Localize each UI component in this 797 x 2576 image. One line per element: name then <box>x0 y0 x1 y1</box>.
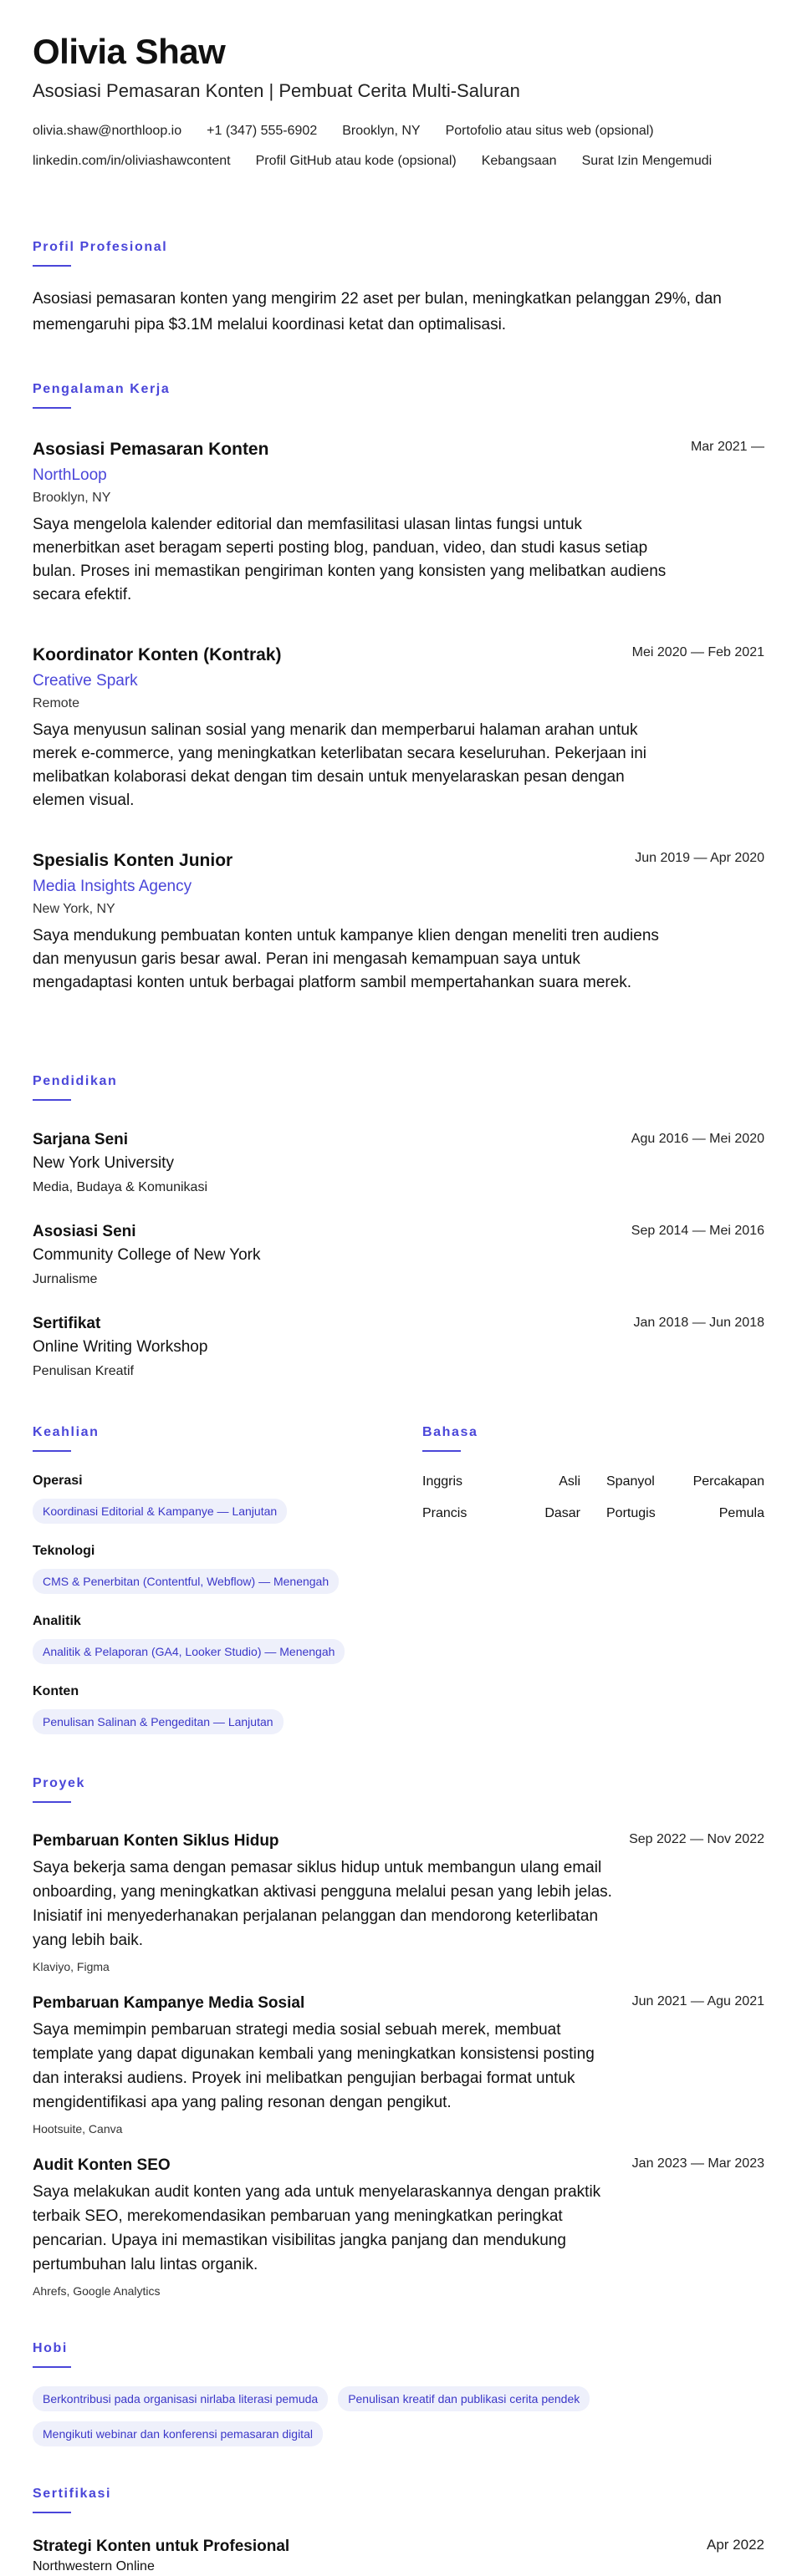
hobby-list <box>33 2386 764 2456</box>
job-company: Creative Spark <box>33 672 138 690</box>
section-title-skills: Keahlian <box>33 1425 100 1439</box>
experience-section <box>33 381 764 409</box>
certification-entry <box>33 2536 764 2576</box>
contact-location: Brooklyn, NY <box>342 124 421 138</box>
education-date: Agu 2016 — Mei 2020 <box>631 1132 764 1146</box>
job-location: New York, NY <box>33 902 115 916</box>
job-description: Saya mengelola kalender editorial dan memfasilitasi ulasan lintas fungsi untuk menerbitkan aset beragam seperti posting blog, panduan, video, dan studi kasus setiap bulan. Proses ini memastikan pengiriman konten yang konsisten yang melibatkan audiens secara efektif. <box>33 516 667 603</box>
education-date: Jan 2018 — Jun 2018 <box>633 1316 764 1330</box>
skill-group-name: Konten <box>33 1684 79 1698</box>
project-tools: Klaviyo, Figma <box>33 1960 110 1973</box>
hobby-pill: Berkontribusi pada organisasi nirlaba literasi pemuda <box>33 2386 328 2411</box>
language-level: Pemula <box>718 1506 764 1520</box>
contact-drivers-license: Surat Izin Mengemudi <box>581 154 713 168</box>
section-divider <box>422 1450 461 1452</box>
job-title: Asosiasi Pemasaran Konten <box>33 440 269 459</box>
education-degree: Sertifikat <box>33 1315 101 1332</box>
project-date: Sep 2022 — Nov 2022 <box>629 1832 764 1846</box>
candidate-headline: Asosiasi Pemasaran Konten | Pembuat Cerita Multi-Saluran <box>33 80 520 101</box>
education-school: New York University <box>33 1154 174 1172</box>
job-description: Saya menyusun salinan sosial yang menarik dan memperbarui halaman arahan untuk merek e-commerce, yang meningkatkan keterlibatan secara keseluruhan. Pekerjaan ini melibatkan kolaborasi dekat dengan tim desain untuk menyelaraskan pesan dengan elemen visual. <box>33 721 646 809</box>
education-degree: Asosiasi Seni <box>33 1223 136 1240</box>
section-title-projects: Proyek <box>33 1776 85 1790</box>
language-name: Spanyol <box>606 1474 655 1489</box>
skills-section <box>33 1424 401 1734</box>
job-description: Saya mendukung pembuatan konten untuk kampanye klien dengan meneliti tren audiens dan menyusun garis besar awal. Peran ini mengasah kemampuan saya untuk mengadaptasi konten untuk berbagai platform sambil mempertahankan suara merek. <box>33 927 659 991</box>
contact-phone[interactable]: +1 (347) 555-6902 <box>207 124 318 138</box>
skill-group <box>33 1542 401 1594</box>
languages-section <box>422 1424 764 1541</box>
resume-header <box>33 30 764 182</box>
skill-group <box>33 1472 401 1524</box>
language-level: Asli <box>559 1474 580 1489</box>
project-description: Saya melakukan audit konten yang ada untuk menyelaraskannya dengan praktik terbaik SEO, merekomendasikan pembaruan yang meningkatkan peringkat pencarian. Upaya ini memastikan visibilitas jangka panjang dan mendukung pertumbuhan lalu lintas organik. <box>33 2183 601 2273</box>
job-date: Mar 2021 — <box>690 440 764 454</box>
project-entry <box>33 2155 764 2299</box>
skill-group <box>33 1683 401 1734</box>
section-divider <box>33 1450 71 1452</box>
job-company: NorthLoop <box>33 466 107 484</box>
section-divider <box>33 2366 71 2368</box>
education-school: Community College of New York <box>33 1246 261 1264</box>
project-entry <box>33 1993 764 2136</box>
job-location: Brooklyn, NY <box>33 491 111 505</box>
project-tools: Ahrefs, Google Analytics <box>33 2284 161 2298</box>
project-tools: Hootsuite, Canva <box>33 2122 123 2136</box>
skill-group-name: Analitik <box>33 1614 81 1628</box>
language-level: Percakapan <box>692 1474 764 1489</box>
skill-pill: Penulisan Salinan & Pengeditan — Lanjutan <box>33 1709 284 1734</box>
section-divider <box>33 265 71 267</box>
project-title: Audit Konten SEO <box>33 2156 171 2174</box>
section-divider <box>33 2512 71 2513</box>
language-name: Inggris <box>422 1474 463 1489</box>
hobby-pill: Mengikuti webinar dan konferensi pemasaran digital <box>33 2421 323 2446</box>
education-field: Penulisan Kreatif <box>33 1364 134 1378</box>
section-title-education: Pendidikan <box>33 1074 118 1088</box>
contact-github[interactable]: Profil GitHub atau kode (opsional) <box>255 154 457 168</box>
contact-linkedin[interactable]: linkedin.com/in/oliviashawcontent <box>33 154 231 168</box>
project-date: Jun 2021 — Agu 2021 <box>631 1994 764 2008</box>
section-divider <box>33 1099 71 1101</box>
hobbies-section <box>33 2340 764 2456</box>
projects-section <box>33 1775 764 1803</box>
certification-issuer: Northwestern Online <box>33 2559 155 2573</box>
project-description: Saya memimpin pembaruan strategi media sosial sebuah merek, membuat template yang dapat digunakan kembali yang meningkatkan konsistensi posting dan interaksi audiens. Proyek ini melibatkan pengujian berbagai format untuk mengidentifikasi apa yang paling resonan dengan pengikut. <box>33 2021 595 2111</box>
section-title-languages: Bahasa <box>422 1425 478 1439</box>
certification-title: Strategi Konten untuk Profesional <box>33 2538 290 2555</box>
project-title: Pembaruan Konten Siklus Hidup <box>33 1832 279 1850</box>
contact-list <box>33 122 785 182</box>
job-entry <box>33 644 764 812</box>
hobby-pill: Penulisan kreatif dan publikasi cerita pendek <box>338 2386 590 2411</box>
job-date: Jun 2019 — Apr 2020 <box>635 851 764 865</box>
section-title-certifications: Sertifikasi <box>33 2487 112 2501</box>
job-title: Koordinator Konten (Kontrak) <box>33 645 282 664</box>
section-divider <box>33 1801 71 1803</box>
language-name: Prancis <box>422 1506 467 1520</box>
contact-email[interactable]: olivia.shaw@northloop.io <box>33 124 182 138</box>
project-title: Pembaruan Kampanye Media Sosial <box>33 1994 305 2012</box>
certification-date: Apr 2022 <box>707 2537 764 2553</box>
section-title-profile: Profil Profesional <box>33 240 168 254</box>
job-title: Spesialis Konten Junior <box>33 851 233 870</box>
education-date: Sep 2014 — Mei 2016 <box>631 1224 764 1238</box>
education-entry <box>33 1130 764 1197</box>
education-section <box>33 1073 764 1101</box>
profile-section <box>33 239 764 338</box>
education-entry <box>33 1314 764 1381</box>
education-field: Jurnalisme <box>33 1272 98 1286</box>
section-title-experience: Pengalaman Kerja <box>33 382 171 396</box>
skill-pill: CMS & Penerbitan (Contentful, Webflow) — Menengah <box>33 1569 339 1594</box>
education-school: Online Writing Workshop <box>33 1338 208 1356</box>
language-level: Dasar <box>544 1506 580 1520</box>
language-name: Portugis <box>606 1506 656 1520</box>
job-entry <box>33 438 764 607</box>
project-entry <box>33 1830 764 1974</box>
education-field: Media, Budaya & Komunikasi <box>33 1180 207 1194</box>
profile-summary: Asosiasi pemasaran konten yang mengirim 22 aset per bulan, meningkatkan pelanggan 29%, dan memengaruhi pipa $3.1M melalui koordinasi ketat dan optimalisasi. <box>33 290 722 333</box>
certifications-section <box>33 2486 764 2513</box>
project-description: Saya bekerja sama dengan pemasar siklus hidup untuk membangun ulang email onboarding, yang meningkatkan aktivasi pengguna melalui pesan yang lebih jelas. Inisiatif ini menyederhanakan perjalanan pelanggan dan mendorong keterlibatan yang lebih baik. <box>33 1859 612 1949</box>
job-location: Remote <box>33 696 80 710</box>
skill-group-name: Operasi <box>33 1474 83 1488</box>
contact-portfolio[interactable]: Portofolio atau situs web (opsional) <box>445 124 654 138</box>
section-title-hobbies: Hobi <box>33 2341 68 2355</box>
job-company: Media Insights Agency <box>33 878 192 895</box>
section-divider <box>33 407 71 409</box>
skill-group <box>33 1612 401 1664</box>
education-entry <box>33 1222 764 1289</box>
job-entry <box>33 849 764 995</box>
skill-pill: Analitik & Pelaporan (GA4, Looker Studio) — Menengah <box>33 1639 345 1664</box>
contact-nationality: Kebangsaan <box>481 154 557 168</box>
project-date: Jan 2023 — Mar 2023 <box>631 2156 764 2171</box>
job-date: Mei 2020 — Feb 2021 <box>631 645 764 659</box>
candidate-name: Olivia Shaw <box>33 32 226 71</box>
skill-group-name: Teknologi <box>33 1544 95 1558</box>
skill-pill: Koordinasi Editorial & Kampanye — Lanjutan <box>33 1499 287 1524</box>
education-degree: Sarjana Seni <box>33 1131 129 1148</box>
